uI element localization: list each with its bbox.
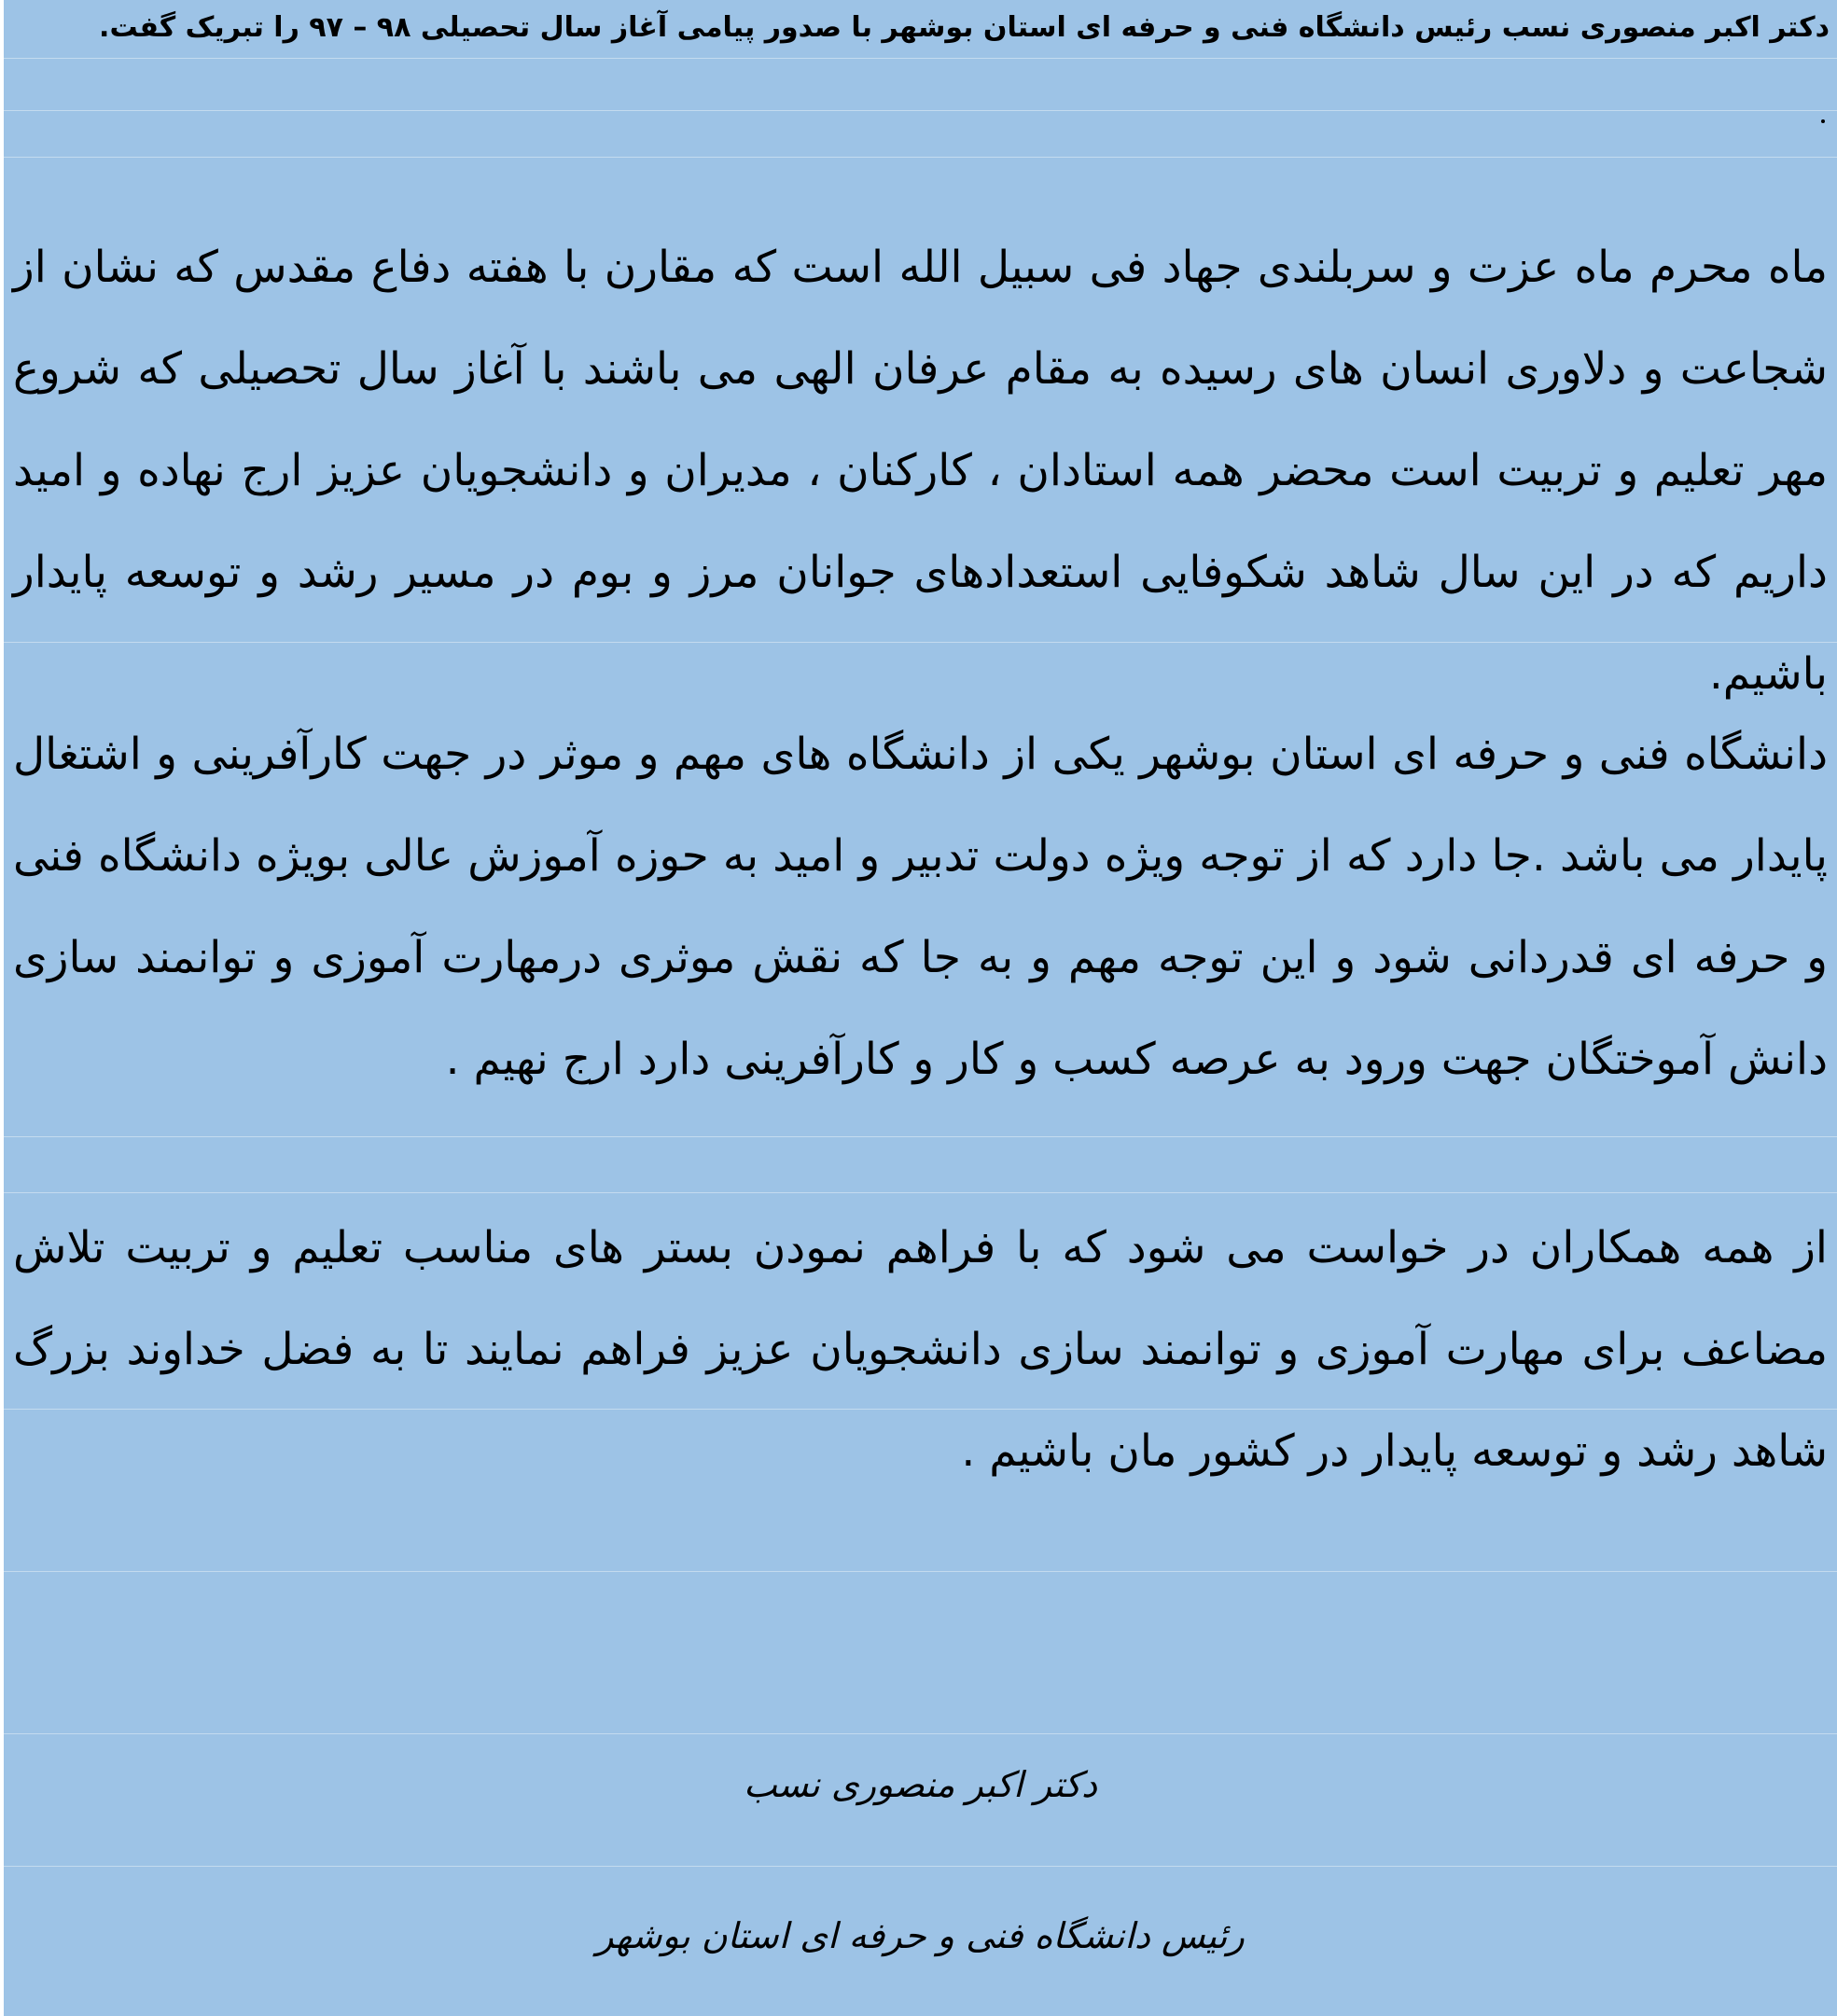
- row-rule: [4, 1136, 1837, 1137]
- row-rule: [4, 110, 1837, 111]
- row-rule: [4, 58, 1837, 59]
- document-page: [4, 0, 1837, 2016]
- message-paragraph-3: از همه همکاران در خواست می شود که با فراهم نمودن بستر های مناسب تعلیم و تربیت تلاش مضاعف برای مهارت آموزی و توانمند سازی دانشجویان عزیز فراهم نمایند تا به فضل خداوند بزرگ شاهد رشد و توسعه پایدار در کشور مان باشیم .: [13, 1222, 1828, 1477]
- row-rule: [4, 157, 1837, 158]
- message-paragraph-2: دانشگاه فنی و حرفه ای استان بوشهر یکی از دانشگاه های مهم و موثر در جهت کارآفرینی و اشتغال پایدار می باشد .جا دارد که از توجه ویژه دولت تدبیر و امید به حوزه آموزش عالی بویژه دانشگاه فنی و حرفه ای قدردانی شود و این توجه مهم و به جا که نقش موثری درمهارت آموزی و توانمند سازی دانش آموختگان جهت ورود به عرصه کسب و کار و کارآفرینی دارد ارج نهیم .: [13, 729, 1828, 1085]
- row-rule: [4, 1571, 1837, 1572]
- message-paragraph-1: ماه محرم ماه عزت و سربلندی جهاد فی سبیل الله است که مقارن با هفته دفاع مقدس که نشان از شجاعت و دلاوری انسان های رسیده به مقام عرفان الهی می باشند با آغاز سال تحصیلی که شروع مهر تعلیم و تربیت است محضر همه استادان ، کارکنان ، مدیران و دانشجویان عزیز ارج نهاده و امید داریم که در این سال شاهد شکوفایی استعدادهای جوانان مرز و بوم در مسیر رشد و توسعه پایدار باشیم.: [13, 242, 1828, 700]
- signature-title: رئیس دانشگاه فنی و حرفه ای استان بوشهر: [596, 1915, 1245, 1956]
- row-rule: [4, 1733, 1837, 1734]
- row-rule: [4, 1192, 1837, 1193]
- stray-dot: [1821, 119, 1825, 123]
- news-headline: دکتر اکبر منصوری نسب رئیس دانشگاه فنی و حرفه ای استان بوشهر با صدور پیامی آغاز سال تحصیلی ۹۸ – ۹۷ را تبریک گفت.: [99, 11, 1830, 44]
- row-rule: [4, 1866, 1837, 1867]
- signature-name: دکتر اکبر منصوری نسب: [743, 1764, 1098, 1805]
